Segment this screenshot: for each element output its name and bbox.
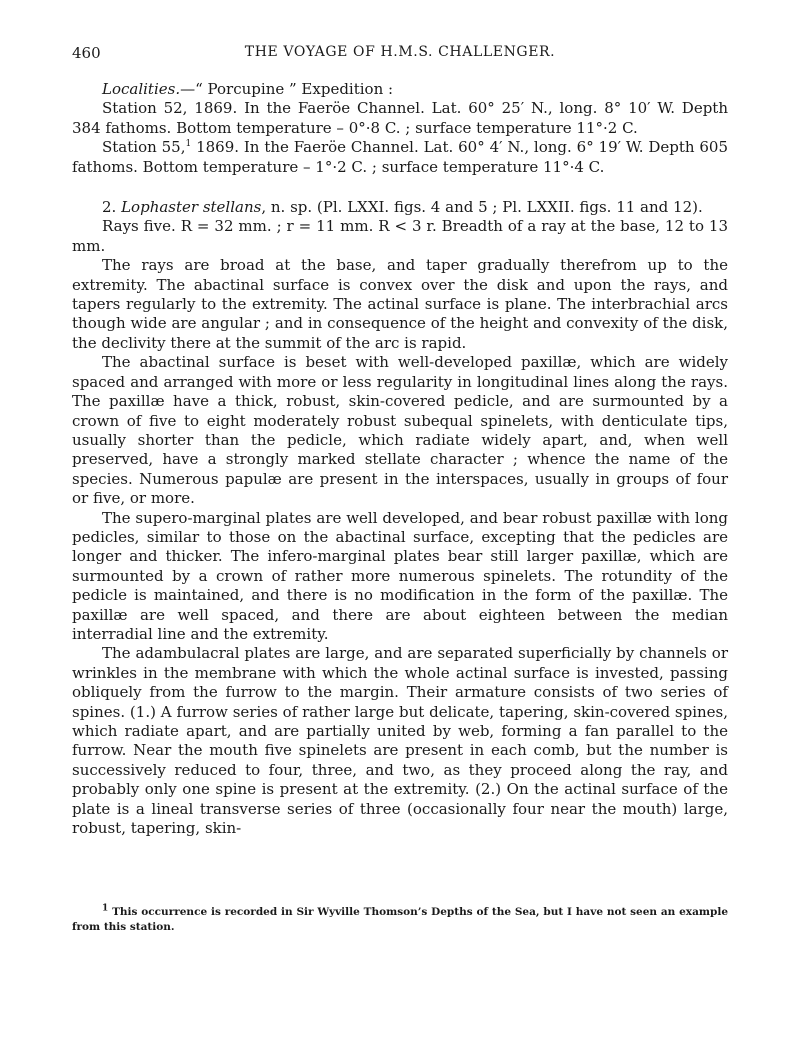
station-52: Station 52, 1869. In the Faeröe Channel. Lat. 60° 25′ N., long. 8° 10′ W. Depth 384 fathoms. Bottom temperature – 0°·8 C. ; surface temperature 11°·2 C. bbox=[72, 99, 728, 137]
localities-expedition: —“ Porcupine ” Expedition : bbox=[180, 80, 394, 98]
species-measurements: Rays five. R = 32 mm. ; r = 11 mm. R < 3 r. Breadth of a ray at the base, 12 to 13 mm. bbox=[72, 217, 728, 255]
localities-heading bbox=[72, 80, 728, 99]
footnotes bbox=[72, 905, 728, 935]
paragraph-abactinal: The abactinal surface is beset with well-developed paxillæ, which are widely spaced and arranged with more or less regularity in longitudinal lines along the rays. The paxillæ have a thick, robust, skin-covered pedicle, and are surmounted by a crown of five to eight moderately robust subequal spinelets, with denticulate tips, usually shorter than the pedicle, which radiate widely apart, and, when well preserved, have a strongly marked stellate character ; whence the name of the species. Numerous papulæ are present in the interspaces, usually in groups of four or five, or more. bbox=[72, 353, 728, 508]
paragraph-rays: The rays are broad at the base, and taper gradually therefrom up to the extremity. The abactinal surface is convex over the disk and upon the rays, and tapers regularly to the extremity. The actinal surface is plane. The interbrachial arcs though wide are angular ; and in consequence of the height and convexity of the disk, the declivity there at the summit of the arc is rapid. bbox=[72, 256, 728, 352]
footnote-text: This occurrence is recorded in Sir Wyville Thomson’s Depths of the Sea, but I have not seen an example from this station. bbox=[72, 906, 728, 933]
section-gap bbox=[72, 177, 728, 198]
footnote bbox=[72, 905, 728, 935]
station-55-label: Station 55, bbox=[102, 138, 186, 157]
station-55 bbox=[72, 138, 728, 177]
running-head: THE VOYAGE OF H.M.S. CHALLENGER. bbox=[244, 44, 556, 60]
species-plates: , n. sp. (Pl. LXXI. figs. 4 and 5 ; Pl. LXXII. figs. 11 and 12). bbox=[261, 198, 703, 217]
footnote-marker: 1 bbox=[102, 903, 109, 914]
species-heading bbox=[72, 198, 728, 217]
paragraph-marginal-plates: The supero-marginal plates are well developed, and bear robust paxillæ with long pedicles, similar to those on the abactinal surface, excepting that the pedicles are longer and thicker. The infero-marginal plates bear still larger paxillæ, which are surmounted by a crown of rather more numerous spinelets. The rotundity of the pedicle is maintained, and there is no modification in the form of the paxillæ. The paxillæ are well spaced, and there are about eighteen between the median interradial line and the extremity. bbox=[72, 508, 728, 643]
footnote-ref: 1 bbox=[185, 139, 192, 150]
species-number: 2. bbox=[102, 198, 117, 217]
page-header bbox=[72, 44, 728, 66]
localities-label: Localities. bbox=[102, 80, 181, 98]
page-number: 460 bbox=[72, 44, 101, 62]
species-name: Lophaster stellans bbox=[121, 198, 262, 217]
station-55-text: 1869. In the Faeröe Channel. Lat. 60° 4′ N., long. 6° 19′ W. Depth 605 fathoms. Bottom temperature – 1°·2 C. ; surface temperature 11°·4 C. bbox=[72, 138, 728, 176]
paragraph-adambulacral: The adambulacral plates are large, and are separated superficially by channels or wrinkles in the membrane with which the whole actinal surface is invested, passing obliquely from the furrow to the margin. Their armature consists of two series of spines. (1.) A furrow series of rather large but delicate, tapering, skin-covered spines, which radiate apart, and are partially united by web, forming a fan parallel to the furrow. Near the mouth five spinelets are present in each comb, but the number is successively reduced to four, three, and two, as they proceed along the ray, and probably only one spine is present at the extremity. (2.) On the actinal surface of the plate is a lineal transverse series of three (occasionally four near the mouth) large, robust, tapering, skin- bbox=[72, 644, 728, 838]
page-body bbox=[72, 80, 728, 838]
